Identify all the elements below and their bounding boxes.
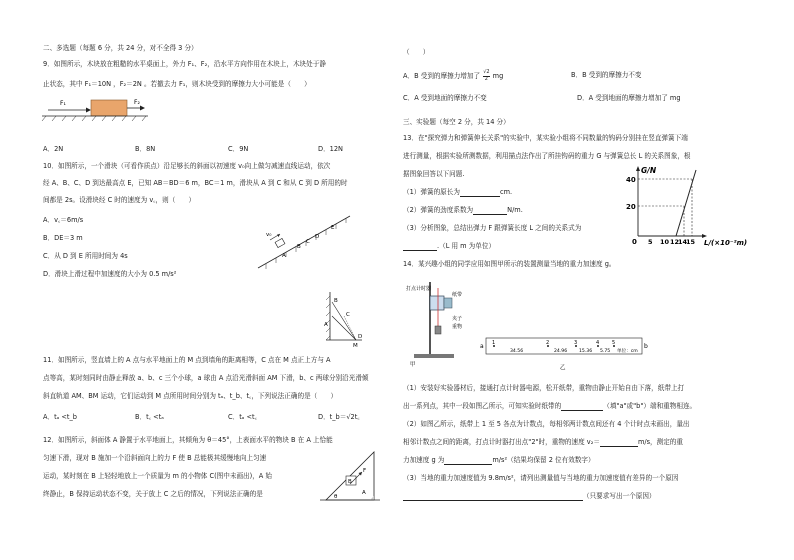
point-c-label: C <box>306 239 310 245</box>
q12-line-3: 运动，某时刻在 B 上轻轻地放上一个质量为 m 的小物体 C(图中未画出)，A 始 <box>43 472 272 480</box>
q14-line-1: 14．某兴趣小组的同学应用如图甲所示的装置测量当地的重力加速度 g。 <box>403 260 616 268</box>
distance-2: 24.96 <box>554 349 568 354</box>
x-tick-15: 15 <box>686 238 696 246</box>
q12-option-c[interactable]: C．A 受到地面的摩擦力不变 <box>403 94 487 102</box>
q10-incline-figure <box>256 212 356 272</box>
track-bm <box>332 302 356 340</box>
q14-part-2-line-1: （2）如图乙所示，纸带上 1 至 5 各点为计数点，每相邻两计数点间还有 4 个计时点未画出，量出 <box>403 420 690 428</box>
point-b-label: B <box>334 298 338 304</box>
q10-option-b[interactable]: B．DE＝3 m <box>43 234 83 242</box>
q12-answer-paren: （ ） <box>403 48 430 56</box>
q14-part-1-text: 出一系列点，其中一段如图乙所示，可知实验时纸带的 <box>403 402 562 410</box>
x-tick-14: 14 <box>678 238 688 246</box>
q13-g-vs-l-graph <box>624 166 748 247</box>
q12-option-d[interactable]: D．A 受到地面的摩擦力增加了 mg <box>577 94 681 102</box>
q10-option-d[interactable]: D．滑块上滑过程中加速度的大小为 0.5 m/s² <box>43 270 177 278</box>
q12-option-b[interactable]: B．B 受到的摩擦力不变 <box>571 71 642 79</box>
point-2-label: 2 <box>546 340 550 346</box>
q10-option-c[interactable]: C．从 D 到 E 所用时间为 4s <box>43 252 128 260</box>
point-4-label: 4 <box>596 340 600 346</box>
q13-line-1: 13．在"探究弹力和弹簧伸长关系"的实验中，某实验小组将不同数量的钩码分别挂在竖直弹簧下端 <box>403 134 688 142</box>
q13-sub-1-unit: cm. <box>499 188 513 196</box>
point-m-label: M <box>353 343 358 349</box>
q11-line-2: 点等高，某时刻同时由静止释放 a、b、c 三个小球，a 球由 A 点沿光滑斜面 AM 下滑，b、c 两球分别沿光滑倾 <box>43 374 369 382</box>
q10-line-1: 10．如图所示，一个滑块（可看作质点）沿足够长的斜面以初速度 v₀向上做匀减速直线运动，依次 <box>43 162 331 170</box>
q10-line-2: 经 A、B、C、D 到达最高点 E，已知 AB＝BD＝6 m，BC＝1 m，滑块从 A 到 C 和从 C 到 D 所用的时 <box>43 179 348 187</box>
f2-label: F₂ <box>134 99 140 106</box>
q9-option-d[interactable]: D．12N <box>318 145 343 153</box>
incline-surface <box>258 216 350 268</box>
q14-part-3-hint: （只要求写出一个原因） <box>583 492 656 500</box>
unit-label: 单位：cm <box>617 349 638 354</box>
q13-sub-3-unit: .（L 用 m 为单位） <box>437 242 496 250</box>
point-d-label: D <box>315 234 320 240</box>
timer-label: 打点计时器 <box>406 286 432 292</box>
track-cm <box>344 316 356 340</box>
y-axis-label: G/N <box>641 166 657 175</box>
point-e-label: E <box>331 225 335 231</box>
q14-part-1-line-2 <box>403 402 696 411</box>
y-tick-0: 0 <box>632 238 637 246</box>
sqrt2-over-2-fraction <box>483 70 489 82</box>
q14-part-1-line-1: （1）安装好实验器材后，接通打点计时器电源，松开纸带，重物由静止开始自由下落，纸带上打 <box>403 384 685 392</box>
q13-answer-1-blank[interactable] <box>460 189 500 197</box>
v0-label: v₀ <box>266 232 272 238</box>
f1-label: F₁ <box>60 100 66 107</box>
q14-part-2-text: 相邻计数点之间的距离，打点计时器打出点"2"时，重物的速度 v₂＝ <box>403 438 600 446</box>
weight-label: 重物 <box>452 324 463 330</box>
q14-answer-3-blank[interactable] <box>444 457 492 465</box>
force-f-label: F <box>363 468 367 474</box>
point-d-label: D <box>358 334 363 340</box>
q11-option-a[interactable]: A．tₐ <t_b <box>43 413 77 421</box>
q14-answer-2-blank[interactable] <box>600 439 638 447</box>
point-3-label: 3 <box>574 340 578 346</box>
q12-line-1: 12．如图所示，斜面体 A 静置于水平地面上，其倾角为 θ＝45°，上表面水平的物块 B 在 A 上恰能 <box>43 436 333 444</box>
point-1-label: 1 <box>492 340 496 346</box>
q12-line-2: 匀速下滑，现对 B 施加一个沿斜面向上的力 F 使 B 总能极其缓慢地向上匀速 <box>43 454 267 462</box>
q13-sub-1 <box>403 188 512 197</box>
point-b-label: B <box>297 244 301 250</box>
q14-paper-tape-figure <box>480 334 650 374</box>
q12-option-a[interactable] <box>403 70 503 82</box>
tape-end-b: b <box>644 343 648 350</box>
q11-option-c[interactable]: C．tₐ <t꜀ <box>228 413 257 421</box>
q14-part-2-line-3 <box>403 456 595 465</box>
section-2-heading: 二、多选题（每题 6 分，共 24 分，对不全得 3 分） <box>43 44 198 52</box>
q14-answer-4-blank[interactable] <box>403 493 583 501</box>
y-tick-40: 40 <box>626 176 636 184</box>
q14-part-2-unit: m/s，测定的重 <box>637 438 683 446</box>
q13-line-3: 据图象回答以下问题. <box>403 170 465 178</box>
q13-line-2: 进行测量，根据实验所测数据，利用描点法作出了所挂钩码的重力 G 与弹簧总长 L 的关系图象，根 <box>403 152 691 160</box>
fraction-numerator: √2 <box>483 69 490 75</box>
q11-line-1: 11．如图所示，竖直墙上的 A 点与水平地面上的 M 点到墙角的距离相等，C 点在 M 点正上方与 A <box>43 356 331 364</box>
q9-figure <box>40 96 140 124</box>
q11-option-b[interactable]: B．t꜀ <tₐ <box>135 413 164 421</box>
clip-label: 夹子 <box>452 316 463 322</box>
track-am <box>332 316 356 340</box>
wood-block <box>91 100 127 116</box>
q13-answer-2-blank[interactable] <box>473 207 507 215</box>
wedge-a-label: A <box>362 490 366 496</box>
q13-answer-3-blank[interactable] <box>403 243 437 251</box>
point-5-label: 5 <box>612 340 616 346</box>
x-axis-label: L/(×10⁻²m) <box>704 239 748 247</box>
point-a-label: A <box>282 253 286 259</box>
q11-wall-figure <box>322 290 362 348</box>
q14-answer-1-blank[interactable] <box>561 403 603 411</box>
q9-option-c[interactable]: C．9N <box>228 145 249 153</box>
point-a-label: A <box>324 322 328 328</box>
q10-option-a[interactable]: A．v꜀＝6m/s <box>43 216 84 224</box>
q12-wedge-figure <box>318 448 382 506</box>
distance-3: 15.36 <box>579 349 593 354</box>
q13-sub-1-text: （1）弹簧的原长为 <box>403 188 460 196</box>
q13-sub-3-line-2 <box>403 242 495 251</box>
figure-jia-label: 甲 <box>410 362 416 368</box>
x-tick-12: 12 <box>670 238 680 246</box>
theta-label: θ <box>334 494 338 500</box>
q14-part-2-line-2 <box>403 438 683 447</box>
q14-apparatus-figure <box>406 274 466 368</box>
x-tick-10: 10 <box>660 238 670 246</box>
tape-end-a: a <box>480 343 484 350</box>
q14-part-2b-unit: m/s²（结果均保留 2 位有效数字） <box>492 456 595 464</box>
distance-4: 5.75 <box>600 349 611 354</box>
q14-part-3-line-2 <box>403 492 656 501</box>
q11-line-3: 斜直轨道 AM、BM 运动，它们运动到 M 点所用时间分别为 tₐ、t_b、t꜀，下列说法正确的是（ ） <box>43 392 338 400</box>
timer-box <box>430 296 444 310</box>
q11-option-d[interactable]: D．t_b＝√2t꜀ <box>318 413 360 421</box>
weight <box>435 326 441 334</box>
q14-part-2b-text: 力加速度 g 为 <box>403 456 445 464</box>
q13-sub-3-line-1: （3）分析图象，总结出弹力 F 跟弹簧长度 L 之间的关系式为 <box>403 224 582 232</box>
q13-sub-2 <box>403 206 523 215</box>
point-c-label: C <box>346 312 350 318</box>
q12-option-a-text: A．B 受到的摩擦力增加了 <box>403 72 481 80</box>
q12-option-a-unit: mg <box>492 72 504 80</box>
distance-1: 34.56 <box>510 349 524 354</box>
x-tick-5: 5 <box>648 238 653 246</box>
q14-part-3-line-1: （3）当地的重力加速度值为 9.8m/s²，请列出测量值与当地的重力加速度值有差异的一个原因 <box>403 474 679 482</box>
g-l-line <box>676 170 696 236</box>
stand-base <box>414 354 454 358</box>
paper-label: 纸带 <box>452 292 463 298</box>
fraction-denominator: 2 <box>484 75 488 82</box>
q9-option-b[interactable]: B．8N <box>135 145 156 153</box>
section-3-heading: 三、实验题（每空 2 分，共 14 分） <box>403 118 510 126</box>
slider-block <box>275 238 285 247</box>
q9-option-a[interactable]: A．2N <box>43 145 64 153</box>
figure-yi-label: 乙 <box>560 365 566 371</box>
q12-line-4: 终静止，B 保持运动状态不变，关于放上 C 之后的情况，下列说法正确的是 <box>43 490 263 498</box>
q14-part-1-hint: （填"a"或"b"）端和重物相连。 <box>603 402 697 410</box>
q10-line-3: 间都是 2s。设滑块经 C 时的速度为 v꜀，则（ ） <box>43 196 196 204</box>
q13-sub-2-text: （2）弹簧的劲度系数为 <box>403 206 474 214</box>
y-tick-20: 20 <box>626 203 636 211</box>
q9-line-2: 止状态，其中 F₁＝10N ，F₂＝2N 。若撤去力 F₁，则木块受到的摩擦力大小可能是（ ） <box>43 80 311 88</box>
q13-sub-2-unit: N/m. <box>507 206 523 214</box>
q9-line-1: 9．如图所示，木块放在粗糙的水平桌面上，外力 F₁、F₂，沿水平方向作用在木块上，木块处于静 <box>43 60 326 68</box>
block-b-label: B <box>348 479 352 485</box>
